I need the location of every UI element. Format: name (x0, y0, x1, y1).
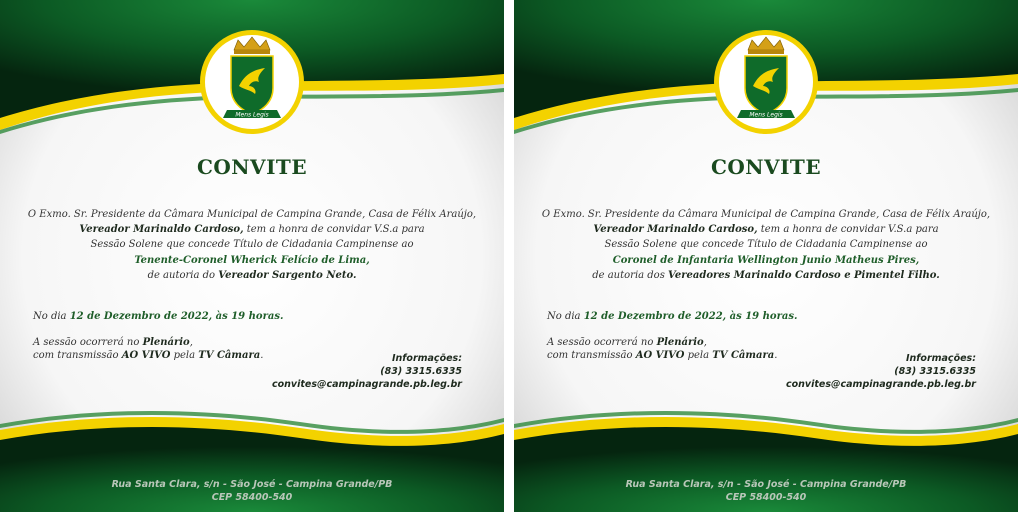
invitation-body (16, 207, 488, 283)
info-phone: (83) 3315.6335 (380, 366, 462, 377)
host-suffix: tem a honra de convidar V.S.a para (243, 224, 425, 236)
place-line (33, 337, 263, 350)
place-name: Plenário (656, 337, 704, 348)
event-date: 12 de Dezembro de 2022, às 19 horas. (583, 311, 798, 322)
author-prefix: de autoria do (147, 269, 219, 281)
host-name: Vereador Marinaldo Cardoso, (593, 224, 758, 236)
session-info (547, 337, 777, 362)
place-name: Plenário (142, 337, 190, 348)
broadcast-mid: pela (170, 349, 199, 361)
session-description: Sessão Solene que concede Título de Cidadania Campinense ao (90, 239, 414, 251)
invitation-card-left (0, 0, 504, 512)
address-line: Rua Santa Clara, s/n - São José - Campina Grande/PB (625, 479, 907, 490)
author-prefix: de autoria dos (592, 269, 669, 281)
contact-info (786, 352, 976, 391)
author-line (16, 268, 488, 283)
date-prefix: No dia (547, 311, 584, 322)
broadcast-live: AO VIVO (121, 349, 171, 361)
address-cep: CEP 58400-540 (725, 492, 807, 503)
broadcast-prefix: com transmissão (33, 349, 122, 361)
date-line (547, 311, 797, 322)
host-name: Vereador Marinaldo Cardoso, (79, 224, 244, 236)
author-name: Vereadores Marinaldo Cardoso e Pimentel Filho. (668, 269, 940, 281)
author-line (530, 268, 1002, 283)
contact-info (272, 352, 462, 391)
place-prefix: A sessão ocorrerá no (547, 337, 657, 348)
host-line (530, 222, 1002, 237)
info-phone: (83) 3315.6335 (894, 366, 976, 377)
date-line (33, 311, 283, 322)
place-prefix: A sessão ocorrerá no (33, 337, 143, 348)
broadcast-channel: TV Câmara (712, 349, 775, 361)
broadcast-suffix: . (774, 349, 778, 361)
emblem-motto: Mens Legis (235, 111, 269, 119)
session-description: Sessão Solene que concede Título de Cidadania Campinense ao (604, 239, 928, 251)
info-label: Informações: (391, 353, 462, 364)
invitation-title: CONVITE (196, 155, 308, 179)
event-date: 12 de Dezembro de 2022, às 19 horas. (69, 311, 284, 322)
info-email: convites@campinagrande.pb.leg.br (272, 379, 462, 390)
author-name: Vereador Sargento Neto. (218, 269, 357, 281)
bird-shield-crest-icon (197, 28, 307, 136)
broadcast-mid: pela (684, 349, 713, 361)
broadcast-suffix: . (260, 349, 264, 361)
honoree-name: Coronel de Infantaria Wellington Junio Matheus Pires, (612, 254, 920, 266)
honoree-name: Tenente-Coronel Wherick Felício de Lima, (134, 254, 370, 266)
broadcast-line (33, 350, 263, 363)
invitation-card-right (514, 0, 1018, 512)
place-suffix: , (189, 337, 193, 348)
info-email: convites@campinagrande.pb.leg.br (786, 379, 976, 390)
bird-shield-crest-icon (711, 28, 821, 136)
invitation-body (530, 207, 1002, 283)
broadcast-live: AO VIVO (635, 349, 685, 361)
broadcast-prefix: com transmissão (547, 349, 636, 361)
session-info (33, 337, 263, 362)
broadcast-channel: TV Câmara (198, 349, 261, 361)
address-line: Rua Santa Clara, s/n - São José - Campina Grande/PB (111, 479, 393, 490)
address-cep: CEP 58400-540 (211, 492, 293, 503)
invitation-title: CONVITE (710, 155, 822, 179)
host-suffix: tem a honra de convidar V.S.a para (757, 224, 939, 236)
broadcast-line (547, 350, 777, 363)
place-line (547, 337, 777, 350)
date-prefix: No dia (33, 311, 70, 322)
emblem-motto: Mens Legis (749, 111, 783, 119)
intro-line: O Exmo. Sr. Presidente da Câmara Municipal de Campina Grande, Casa de Félix Araújo, (27, 209, 477, 220)
place-suffix: , (703, 337, 707, 348)
footer-address (0, 478, 504, 504)
footer-address (514, 478, 1018, 504)
info-label: Informações: (905, 353, 976, 364)
host-line (16, 222, 488, 237)
intro-line: O Exmo. Sr. Presidente da Câmara Municipal de Campina Grande, Casa de Félix Araújo, (541, 209, 991, 220)
